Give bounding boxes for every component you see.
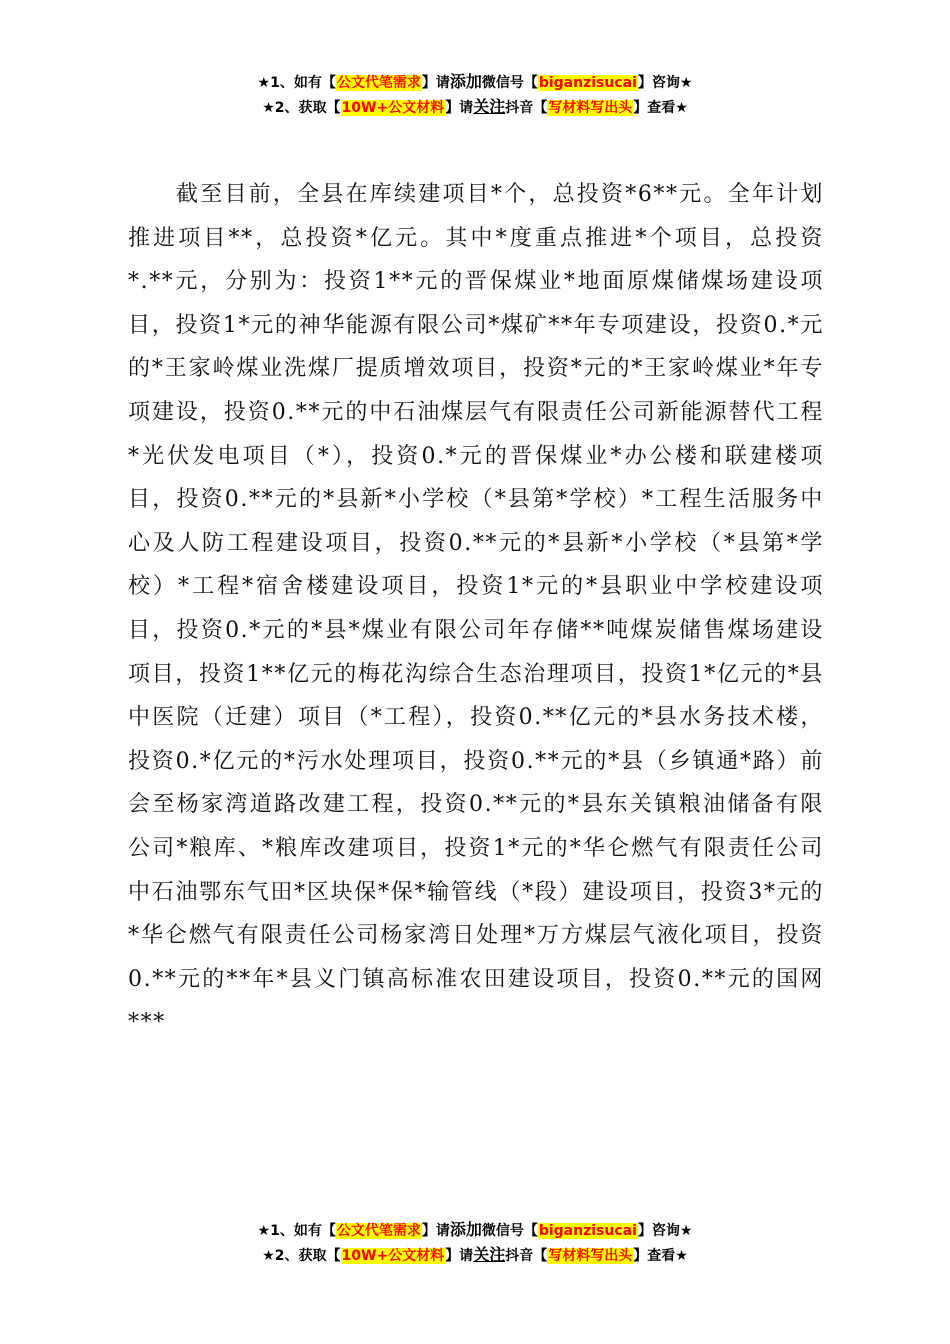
banner-text: 抖音【: [505, 1248, 548, 1264]
banner-text: 微信号【: [481, 1223, 538, 1239]
banner-text: 抖音【: [505, 100, 548, 116]
banner-text: 】咨询★: [637, 75, 693, 91]
banner-line-2: [0, 1243, 950, 1268]
top-banner: [0, 70, 950, 120]
highlight-service: 公文代笔需求: [336, 75, 421, 91]
banner-text: 】请: [421, 1223, 450, 1239]
highlight-service: 公文代笔需求: [336, 1223, 421, 1239]
banner-text: 】咨询★: [637, 1223, 693, 1239]
banner-emphasis: 添加: [449, 1220, 482, 1239]
banner-text: 微信号【: [481, 75, 538, 91]
highlight-wechat-id: biganzisucai: [538, 1223, 637, 1239]
highlight-wechat-id: biganzisucai: [538, 75, 637, 91]
banner-line-1: [0, 70, 950, 95]
highlight-materials: 10W+公文材料: [341, 1248, 445, 1264]
banner-text: 】查看★: [633, 1248, 688, 1264]
banner-emphasis: 添加: [449, 72, 482, 91]
highlight-douyin-account: 写材料写出头: [548, 1248, 633, 1264]
banner-text: ★2、获取【: [262, 100, 341, 116]
banner-line-1: [0, 1218, 950, 1243]
banner-text: 】请: [445, 100, 474, 116]
banner-line-2: [0, 95, 950, 120]
banner-emphasis: 关注: [473, 97, 506, 116]
banner-emphasis: 关注: [473, 1245, 506, 1264]
banner-text: ★2、获取【: [262, 1248, 341, 1264]
banner-text: 】请: [421, 75, 450, 91]
banner-text: ★1、如有【: [257, 75, 336, 91]
banner-text: 】查看★: [633, 100, 688, 116]
bottom-banner: [0, 1218, 950, 1268]
document-paragraph: 截至目前，全县在库续建项目*个，总投资*6**元。全年计划推进项目**，总投资*亿元。其中*度重点推进*个项目，总投资*.**元，分别为：投资1**元的晋保煤业*地面原煤储煤场建设项目，投资1*元的神华能源有限公司*煤矿**年专项建设，投资0.*元的*王家岭煤业洗煤厂提质增效项目，投资*元的*王家岭煤业*年专项建设，投资0.**元的中石油煤层气有限责任公司新能源替代工程*光伏发电项目（*），投资0.*元的晋保煤业*办公楼和联建楼项目，投资0.**元的*县新*小学校（*县第*学校）*工程生活服务中心及人防工程建设项目，投资0.**元的*县新*小学校（*县第*学校）*工程*宿舍楼建设项目，投资1*元的*县职业中学校建设项目，投资0.*元的*县*煤业有限公司年存储**吨煤炭储售煤场建设项目，投资1**亿元的梅花沟综合生态治理项目，投资1*亿元的*县中医院（迁建）项目（*工程），投资0.**亿元的*县水务技术楼，投资0.*亿元的*污水处理项目，投资0.**元的*县（乡镇通*路）前会至杨家湾道路改建工程，投资0.**元的*县东关镇粮油储备有限公司*粮库、*粮库改建项目，投资1*元的*华仑燃气有限责任公司中石油鄂东气田*区块保*保*输管线（*段）建设项目，投资3*元的*华仑燃气有限责任公司杨家湾日处理*万方煤层气液化项目，投资0.**元的**年*县义门镇高标准农田建设项目，投资0.**元的国网***: [128, 182, 824, 1036]
highlight-materials: 10W+公文材料: [341, 100, 445, 116]
banner-text: 】请: [445, 1248, 474, 1264]
highlight-douyin-account: 写材料写出头: [548, 100, 633, 116]
banner-text: ★1、如有【: [257, 1223, 336, 1239]
